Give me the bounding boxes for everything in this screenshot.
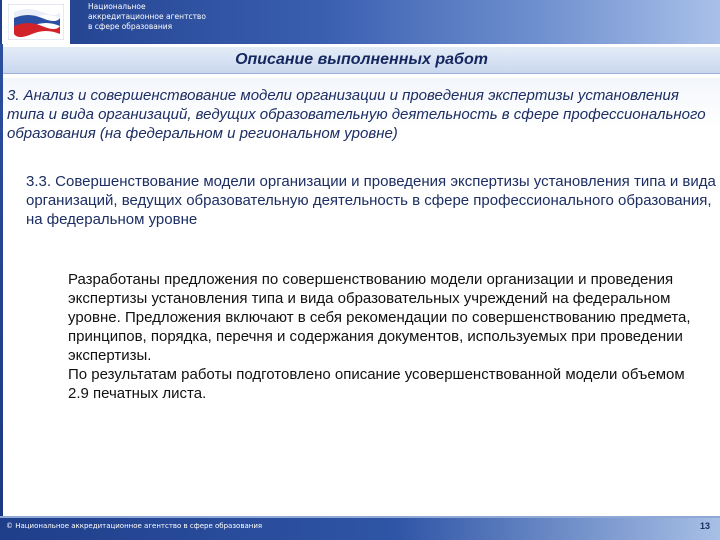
slide-title: Описание выполненных работ [235, 51, 488, 68]
logo [2, 0, 70, 44]
subsection-heading: 3.3. Совершенствование модели организации и проведения экспертизы установления типа и вида организаций, ведущих образовательную деятельность в сфере профессионального образования, на федеральном уровне [26, 173, 716, 228]
org-name-line-3: в сфере образования [88, 22, 173, 31]
body-paragraph-2: По результатам работы подготовлено описание усовершенствованной модели объемом 2.9 печатных листа. [68, 366, 685, 402]
body-text [68, 270, 708, 403]
org-name-line-1: Национальное [88, 2, 146, 11]
title-bar [3, 47, 720, 74]
flag-logo-icon [8, 4, 64, 40]
organization-name [88, 2, 288, 32]
page-number: 13 [699, 521, 710, 531]
body-paragraph-1: Разработаны предложения по совершенствованию модели организации и проведения экспертизы установления типа и вида образовательных учреждений на федеральном уровне. Предложения включают в себя рекомендации по совершенствованию предмета, принципов, порядка, перечня и содержания документов, используемых при проведении экспертизы. [68, 271, 691, 364]
org-name-line-2: аккредитационное агентство [88, 12, 206, 21]
section-heading: 3. Анализ и совершенствование модели организации и проведения экспертизы установления типа и вида организаций, ведущих образовательную деятельность в сфере профессионального образования (на федеральном и региональном уровне) [7, 87, 706, 142]
footer-copyright: © Национальное аккредитационное агентство в сфере образования [6, 522, 263, 530]
